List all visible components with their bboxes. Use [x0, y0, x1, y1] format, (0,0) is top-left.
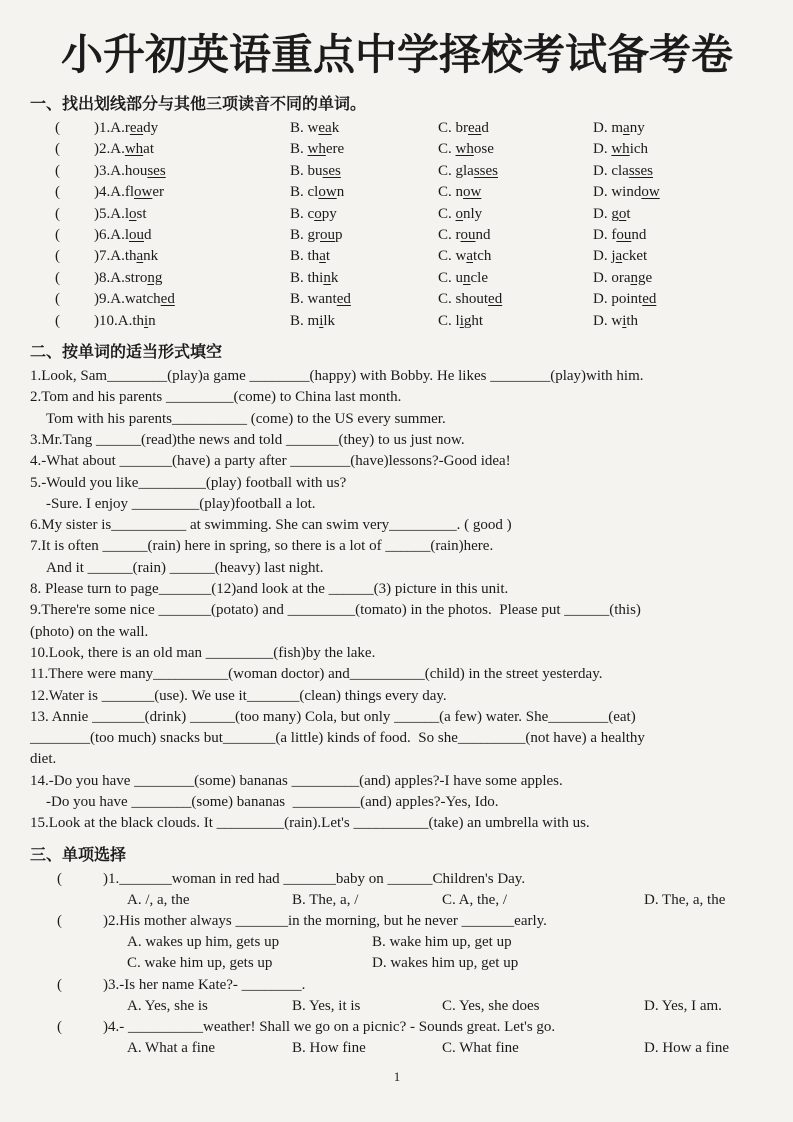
- choice-question: [27, 1017, 767, 1059]
- option-label: D.: [593, 141, 612, 158]
- underlined-letters: ow: [318, 184, 337, 201]
- underlined-letters: ou: [616, 227, 632, 244]
- choice-question-stem-row: [27, 869, 767, 890]
- underlined-letters: i: [319, 312, 324, 329]
- underlined-letters: wh: [455, 141, 474, 158]
- answer-bracket: (: [57, 1019, 62, 1036]
- option-d: D. with: [593, 312, 639, 329]
- phonics-question-row: [27, 268, 767, 289]
- option-label: C.: [438, 205, 456, 222]
- answer-bracket: (: [57, 913, 62, 929]
- choice-option: C. Yes, she does: [442, 997, 540, 1014]
- option-a: )2.A.what: [94, 141, 154, 158]
- answer-bracket: (: [55, 248, 60, 265]
- option-label: C.: [438, 269, 456, 286]
- choice-question-list: [27, 869, 767, 1060]
- option-d: D. classes: [593, 162, 653, 179]
- fill-blank-question-list: [27, 366, 767, 835]
- option-b: B. weak: [290, 120, 340, 136]
- option-label: D.: [593, 269, 612, 286]
- phonics-question-row: [27, 289, 767, 310]
- question-stem: )4.- __________weather! Shall we go on a picnic? - Sounds great. Let's go.: [103, 1019, 556, 1036]
- phonics-question-row: [27, 118, 767, 139]
- section-3-heading: 三、单项选择: [30, 846, 127, 864]
- underlined-letters: ou: [460, 227, 476, 244]
- choice-option-row: [27, 1038, 767, 1059]
- underlined-letters: a: [466, 248, 474, 265]
- fill-blank-line: 1.Look, Sam________(play)a game ________(happy) with Bobby. He likes ________(play)with him.: [30, 368, 644, 385]
- choice-option: A. Yes, she is: [127, 997, 208, 1014]
- option-label: )1.A.: [94, 120, 125, 136]
- choice-question: [27, 975, 767, 1017]
- underlined-letters: a: [136, 248, 144, 265]
- option-label: C.: [438, 162, 456, 179]
- underlined-letters: ou: [129, 227, 144, 244]
- phonics-question-row: [27, 161, 767, 182]
- answer-bracket: (: [55, 184, 60, 201]
- underlined-letters: n: [323, 269, 331, 286]
- answer-bracket: (: [55, 120, 60, 136]
- option-label: )9.A.: [94, 291, 125, 308]
- choice-question: [27, 869, 767, 911]
- option-label: C.: [438, 184, 456, 201]
- question-stem: )2.His mother always _______in the morning, but he never _______early.: [103, 913, 547, 929]
- underlined-letters: ed: [642, 291, 657, 308]
- option-a: )3.A.houses: [94, 162, 166, 179]
- page-number: 1: [393, 1069, 401, 1085]
- option-b: B. that: [290, 248, 331, 265]
- option-label: B.: [290, 184, 308, 201]
- option-a: )6.A.loud: [94, 227, 152, 244]
- choice-option: D. wakes him up, get up: [372, 955, 519, 972]
- answer-bracket: (: [55, 312, 60, 329]
- option-label: )7.A.: [94, 248, 125, 265]
- fill-blank-line: -Sure. I enjoy _________(play)football a lot.: [46, 495, 316, 512]
- phonics-question-list: [27, 118, 767, 332]
- choice-option: B. How fine: [292, 1040, 366, 1057]
- option-label: D.: [593, 184, 612, 201]
- fill-blank-line: 11.There were many__________(woman doctor) and__________(child) in the street yesterday.: [30, 666, 603, 683]
- choice-question-stem-row: [27, 911, 767, 932]
- option-c: C. only: [438, 205, 483, 222]
- underlined-letters: o: [314, 205, 322, 222]
- underlined-letters: ng: [630, 269, 646, 286]
- underlined-letters: ses: [147, 162, 166, 179]
- option-b: B. buses: [290, 162, 341, 179]
- option-b: B. copy: [290, 205, 337, 222]
- option-a: )4.A.flower: [94, 184, 164, 201]
- option-label: D.: [593, 291, 612, 308]
- phonics-question-row: [27, 311, 767, 332]
- fill-blank-line: 10.Look, there is an old man _________(fish)by the lake.: [30, 644, 376, 661]
- choice-option-row: [27, 890, 767, 911]
- underlined-letters: ow: [641, 184, 660, 201]
- option-d: D. got: [593, 205, 631, 222]
- fill-blank-line: 15.Look at the black clouds. It _________(rain).Let's __________(take) an umbrella with us.: [30, 815, 590, 832]
- answer-bracket: (: [55, 269, 60, 286]
- underlined-letters: a: [319, 248, 326, 265]
- option-label: B.: [290, 291, 308, 308]
- option-label: B.: [290, 248, 308, 265]
- option-a: )1.A.ready: [94, 120, 159, 136]
- answer-bracket: (: [55, 291, 60, 308]
- phonics-question-row: [27, 139, 767, 160]
- underlined-letters: ou: [320, 227, 336, 244]
- option-label: D.: [593, 205, 612, 222]
- option-label: D.: [593, 312, 612, 329]
- underlined-letters: wh: [307, 141, 326, 158]
- option-label: )10.A.: [94, 312, 133, 329]
- option-d: D. jacket: [593, 248, 648, 265]
- option-b: B. group: [290, 227, 343, 244]
- option-label: B.: [290, 312, 308, 329]
- fill-blank-line: Tom with his parents__________ (come) to the US every summer.: [46, 410, 446, 427]
- option-c: C. round: [438, 227, 491, 244]
- question-stem: )3.-Is her name Kate?- ________.: [103, 976, 306, 993]
- option-c: C. now: [438, 184, 482, 201]
- fill-blank-line: diet.: [30, 751, 57, 768]
- underlined-letters: ed: [336, 291, 351, 308]
- fill-blank-line: 6.My sister is__________ at swimming. She can swim very_________. ( good ): [30, 517, 512, 534]
- option-a: )8.A.strong: [94, 269, 163, 286]
- option-label: B.: [290, 162, 308, 179]
- option-label: D.: [593, 162, 612, 179]
- fill-blank-line: 8. Please turn to page_______(12)and look at the ______(3) picture in this unit.: [30, 581, 509, 598]
- underlined-letters: o: [618, 205, 627, 222]
- answer-bracket: (: [55, 227, 60, 244]
- choice-option: C. What fine: [442, 1040, 519, 1057]
- choice-option: B. wake him up, get up: [372, 934, 512, 951]
- underlined-letters: ow: [134, 184, 153, 201]
- underlined-letters: wh: [124, 141, 144, 158]
- fill-blank-line: -Do you have ________(some) bananas _________(and) apples?-Yes, Ido.: [46, 794, 499, 810]
- underlined-letters: ea: [129, 120, 144, 136]
- choice-option: D. Yes, I am.: [644, 997, 722, 1014]
- underlined-letters: wh: [611, 141, 630, 158]
- underlined-letters: ses: [322, 162, 341, 179]
- option-b: B. think: [290, 269, 339, 286]
- fill-blank-line: 13. Annie _______(drink) ______(too many) Cola, but only ______(a few) water. She________(eat): [30, 708, 636, 725]
- option-c: C. uncle: [438, 269, 488, 286]
- answer-bracket: (: [55, 205, 60, 222]
- fill-blank-line: 2.Tom and his parents _________(come) to China last month.: [30, 389, 402, 406]
- fill-blank-line: 5.-Would you like_________(play) football with us?: [30, 474, 347, 491]
- question-stem: )1._______woman in red had _______baby on ______Children's Day.: [103, 870, 526, 887]
- underlined-letters: a: [623, 120, 630, 136]
- choice-option: D. The, a, the: [644, 891, 726, 908]
- underlined-letters: n: [463, 269, 471, 286]
- option-c: C. shouted: [438, 291, 503, 308]
- underlined-letters: sses: [473, 162, 499, 179]
- phonics-question-row: [27, 246, 767, 267]
- choice-option: D. How a fine: [644, 1040, 729, 1057]
- option-a: )7.A.thank: [94, 248, 159, 265]
- fill-blank-line: ________(too much) snacks but_______(a little) kinds of food. So she_________(not have) a healthy: [30, 730, 645, 747]
- option-label: D.: [593, 120, 612, 136]
- underlined-letters: i: [459, 312, 464, 329]
- choice-option: A. What a fine: [127, 1040, 216, 1057]
- option-d: D. which: [593, 141, 649, 158]
- underlined-letters: o: [129, 205, 137, 222]
- option-a: )9.A.watched: [94, 291, 175, 308]
- option-label: )6.A.: [94, 227, 125, 244]
- fill-blank-line: 4.-What about _______(have) a party after ________(have)lessons?-Good idea!: [30, 453, 511, 470]
- choice-question-stem-row: [27, 1017, 767, 1038]
- choice-option: A. wakes up him, gets up: [127, 934, 280, 951]
- option-label: B.: [290, 227, 308, 244]
- option-d: D. many: [593, 120, 645, 136]
- choice-question-stem-row: [27, 975, 767, 996]
- underlined-letters: i: [622, 312, 627, 329]
- underlined-letters: ow: [463, 184, 482, 201]
- option-label: C.: [438, 141, 456, 158]
- choice-option: A. /, a, the: [127, 891, 190, 908]
- answer-bracket: (: [55, 141, 60, 158]
- choice-option: B. Yes, it is: [292, 997, 361, 1014]
- option-d: D. window: [593, 184, 660, 201]
- underlined-letters: ng: [147, 269, 163, 286]
- option-b: B. milk: [290, 312, 336, 329]
- fill-blank-line: (photo) on the wall.: [30, 623, 149, 640]
- choice-option: B. The, a, /: [292, 891, 359, 908]
- fill-blank-line: 3.Mr.Tang ______(read)the news and told _______(they) to us just now.: [30, 431, 465, 448]
- choice-question: [27, 911, 767, 975]
- underlined-letters: ea: [318, 120, 332, 136]
- option-label: B.: [290, 205, 308, 222]
- option-d: D. orange: [593, 269, 653, 286]
- underlined-letters: i: [144, 312, 149, 329]
- option-label: )2.A.: [94, 141, 125, 158]
- choice-option-row: [27, 932, 767, 953]
- section-phonetics: [27, 94, 767, 332]
- answer-bracket: (: [57, 870, 62, 887]
- option-label: B.: [290, 120, 308, 136]
- fill-blank-line: 12.Water is _______(use). We use it_______(clean) things every day.: [30, 687, 447, 704]
- option-label: D.: [593, 227, 612, 244]
- underlined-letters: ed: [488, 291, 503, 308]
- option-label: B.: [290, 141, 308, 158]
- option-label: C.: [438, 291, 456, 308]
- answer-bracket: (: [55, 162, 60, 179]
- option-c: C. light: [438, 312, 484, 329]
- option-d: D. pointed: [593, 291, 657, 308]
- choice-option-row: [27, 953, 767, 974]
- option-c: C. glasses: [438, 162, 499, 179]
- option-label: )8.A.: [94, 269, 125, 286]
- option-label: C.: [438, 120, 456, 136]
- option-b: B. clown: [290, 184, 345, 201]
- phonics-question-row: [27, 182, 767, 203]
- section-2-heading: 二、按单词的适当形式填空: [30, 344, 223, 362]
- underlined-letters: o: [455, 205, 464, 222]
- option-label: C.: [438, 248, 456, 265]
- fill-blank-line: 7.It is often ______(rain) here in spring, so there is a lot of ______(rain)here.: [30, 538, 494, 555]
- option-c: C. bread: [438, 120, 489, 136]
- option-c: C. whose: [438, 141, 494, 158]
- option-d: D. found: [593, 227, 647, 244]
- fill-blank-line: And it ______(rain) ______(heavy) last night.: [46, 559, 324, 576]
- answer-bracket: (: [57, 976, 62, 993]
- fill-blank-line: 14.-Do you have ________(some) bananas _________(and) apples?-I have some apples.: [30, 772, 563, 789]
- option-b: B. wanted: [290, 291, 351, 308]
- option-b: B. where: [290, 141, 345, 158]
- option-label: )4.A.: [94, 184, 125, 201]
- section-1-heading: 一、找出划线部分与其他三项读音不同的单词。: [30, 96, 367, 113]
- phonics-question-row: [27, 204, 767, 225]
- option-label: )5.A.: [94, 205, 125, 222]
- page-title: 小升初英语重点中学择校考试备考卷: [60, 33, 733, 79]
- fill-blank-line: 9.There're some nice _______(potato) and _________(tomato) in the photos. Please put ______(this): [30, 602, 641, 619]
- option-c: C. watch: [438, 248, 492, 265]
- option-label: D.: [593, 248, 612, 265]
- choice-option: C. A, the, /: [442, 891, 508, 908]
- option-label: C.: [438, 312, 456, 329]
- underlined-letters: a: [615, 248, 623, 265]
- choice-option-row: [27, 996, 767, 1017]
- choice-option: C. wake him up, gets up: [127, 955, 273, 972]
- option-a: )5.A.lost: [94, 205, 147, 222]
- section-multiple-choice: [27, 845, 767, 1060]
- option-label: C.: [438, 227, 456, 244]
- underlined-letters: ed: [160, 291, 175, 308]
- option-label: )3.A.: [94, 162, 125, 179]
- underlined-letters: ea: [468, 120, 482, 136]
- phonics-question-row: [27, 225, 767, 246]
- underlined-letters: sses: [628, 162, 653, 179]
- option-a: )10.A.thin: [94, 312, 156, 329]
- option-label: B.: [290, 269, 308, 286]
- section-fill-blanks: [27, 342, 767, 835]
